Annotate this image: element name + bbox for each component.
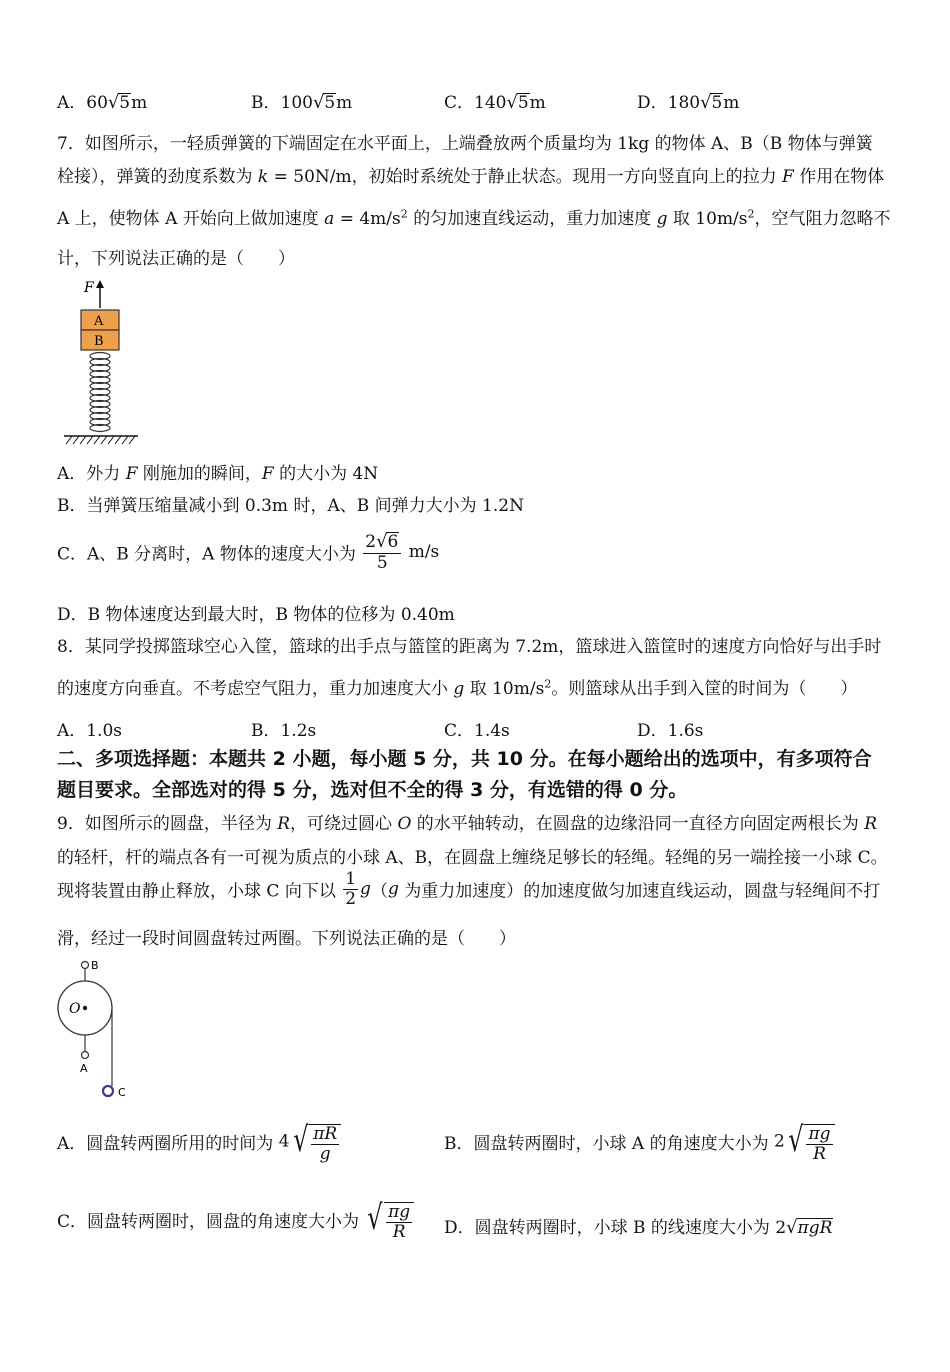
ball-b-label: B [91,959,99,972]
q7-stem-line4: 计，下列说法正确的是（ ） [57,249,295,269]
q9-stem-line2: 的轻杆，杆的端点各有一可视为质点的小球 A、B，在圆盘上缠绕足够长的轻绳。轻绳的另一端拴接一小球 C。 [57,848,888,868]
section2-header-line2: 题目要求。全部选对的得 5 分，选对但不全的得 3 分，有选错的得 0 分。 [57,779,688,801]
ball-a-label: A [80,1062,88,1075]
q8-option-a: A．1.0s [57,721,123,741]
q8-stem-line1: 8．某同学投掷篮球空心入筐，篮球的出手点与篮筐的距离为 7.2m，篮球进入篮筐时的速度方向恰好与出手时 [57,637,882,657]
q9-option-b: B．圆盘转两圈时，小球 A 的角速度大小为 2 √ $\frac{\pi g}{R}$ [444,1120,835,1163]
ground-hatch [66,436,135,444]
q7-stem-line2: 栓接），弹簧的劲度系数为 k = 50N/m，初始时系统处于静止状态。现用一方向竖直向上的拉力 F 作用在物体 [57,167,885,187]
block-a-label: A [94,314,104,329]
spring [90,353,110,432]
q7-spring-figure [58,278,148,448]
q6-option-c: C．140√5m [444,92,546,113]
force-arrow-head [96,280,104,288]
q9-stem-line4: 滑，经过一段时间圆盘转过两圈。下列说法正确的是（ ） [57,929,516,949]
q8-option-c: C．1.4s [444,721,510,741]
q6-option-a: A．60√5m [57,92,148,113]
ball-b [82,962,89,969]
q6-option-b: B．100√5m [251,92,353,113]
q7-option-b: B．当弹簧压缩量减小到 0.3m 时，A、B 间弹力大小为 1.2N [57,496,524,516]
q7-option-a: A．外力 F 刚施加的瞬间，F 的大小为 4N [57,464,379,484]
q7-option-c-fraction: $\frac{2√6}{5}$ [363,532,401,572]
q6-option-d: D．180√5m [637,92,740,113]
q9-stem-line1: 9．如图所示的圆盘，半径为 R，可绕过圆心 O 的水平轴转动，在圆盘的边缘沿同一直径方向固定两根长为 R [57,814,878,834]
q9-option-d: D．圆盘转两圈时，小球 B 的线速度大小为 2√πgR [444,1217,833,1238]
q8-option-b: B．1.2s [251,721,317,741]
q7-stem-line1: 7．如图所示，一轻质弹簧的下端固定在水平面上，上端叠放两个质量均为 1kg 的物体 A、B（B 物体与弹簧 [57,134,873,154]
q9-option-c: C．圆盘转两圈时，圆盘的角速度大小为 √ $\frac{\pi g}{R}$ [57,1198,414,1241]
disk-center-label: O [69,1001,81,1017]
block-b-label: B [94,334,104,349]
q9-half-fraction: $\frac{1}{2}$ [345,869,357,909]
q9-stem-line3: 现将装置由静止释放，小球 C 向下以 $\frac{1}{2}$ g（g 为重力加速度）的加速度做匀加速直线运动，圆盘与轻绳间不打 [57,869,881,909]
disk-center [83,1006,87,1010]
q9-option-a: A．圆盘转两圈所用的时间为 4 √ $\frac{\pi R}{g}$ [57,1120,341,1163]
q7-option-d: D．B 物体速度达到最大时，B 物体的位移为 0.40m [57,605,455,625]
q7-option-c: C．A、B 分离时，A 物体的速度大小为 $\frac{2√6}{5}$ m/s [57,531,440,573]
ball-c [103,1086,113,1096]
q7-stem-line3: A 上，使物体 A 开始向上做加速度 $a = 4m/s^2$ 的匀加速直线运动，重力加速度 g 取 $10m/s^2$，空气阻力忽略不 [57,207,891,229]
q8-option-d: D．1.6s [637,721,704,741]
q8-stem-line2: 的速度方向垂直。不考虑空气阻力，重力加速度大小 g 取 $10m/s^2$。则篮球从出手到入筐的时间为（ ） [57,677,858,699]
ball-a [82,1052,89,1059]
ball-c-label: C [118,1086,126,1099]
section2-header-line1: 二、多项选择题：本题共 2 小题，每小题 5 分，共 10 分。在每小题给出的选项中，有多项符合 [57,748,872,770]
force-label: F [84,280,94,296]
q9-disk-figure [55,955,145,1105]
